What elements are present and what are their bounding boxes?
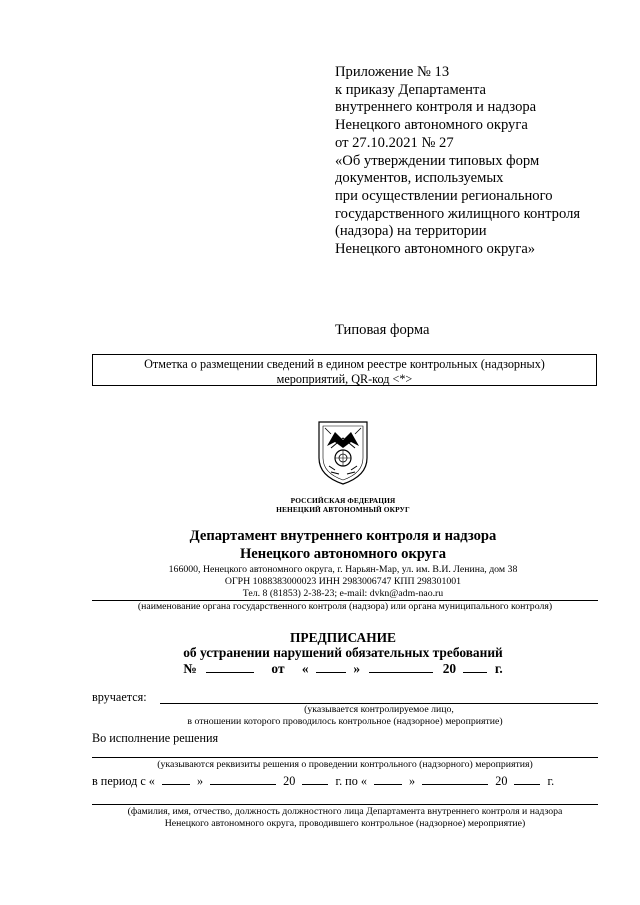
period-end-month-field[interactable] [422,773,488,785]
period-start-day-field[interactable] [162,773,190,785]
number-field[interactable] [206,661,254,673]
official-field[interactable] [92,804,598,805]
registry-note-line1: Отметка о размещении сведений в едином реестре контрольных (надзорных) [144,357,545,371]
department-ids: ОГРН 1088383000023 ИНН 2983006747 КПП 298301001 [224,576,462,587]
open-quote: « [301,661,309,676]
decision-label: Во исполнение решения [92,731,219,745]
department-phone: Тел. 8 (81853) 2-38-23; e-mail: dvkn@adm-nao.ru [242,588,444,599]
registry-note-box [92,354,597,386]
official-caption1: (фамилия, имя, отчество, должность должностного лица Департамента внутреннего контроля и надзора [127,806,563,817]
appendix-line: государственного жилищного контроля [335,205,581,222]
close-quote: » [353,661,361,676]
delivered-caption1: (указывается контролируемое лицо, [304,704,454,715]
official-caption2: Ненецкого автономного округа, проводившего контрольное (надзорное) мероприятие) [164,818,526,829]
appendix-line: при осуществлении регионального [335,187,553,204]
appendix-line: Ненецкого автономного округа» [335,241,536,258]
period-end-year-prefix: 20 [495,774,508,788]
prescription-title: ПРЕДПИСАНИЕ [289,630,396,645]
appendix-line: Приложение № 13 [335,64,450,80]
period-end-day-field[interactable] [374,773,402,785]
decision-caption: (указываются реквизиты решения о проведении контрольного (надзорного) мероприятия) [157,759,533,770]
delivered-label: вручается: [92,690,147,704]
appendix-line: от 27.10.2021 № 27 [335,134,454,151]
appendix-line: внутреннего контроля и надзора [335,99,537,116]
day-field[interactable] [316,661,346,673]
appendix-line: документов, используемых [335,170,504,187]
emblem-country: РОССИЙСКАЯ ФЕДЕРАЦИЯ [290,496,396,505]
period-prefix: в период с « [92,774,155,788]
delivered-caption2: в отношении которого проводилось контрольное (надзорное) мероприятие) [187,716,503,727]
department-name-line2: Ненецкого автономного округа [239,546,447,562]
period-end-year-field[interactable] [514,773,540,785]
year-field[interactable] [463,661,487,673]
department-caption: (наименование органа государственного контроля (надзора) или органа муниципального контроля) [137,601,553,612]
form-type-label: Типовая форма [335,322,430,338]
prescription-subtitle: об устранении нарушений обязательных требований [183,645,503,660]
coat-of-arms-icon [315,418,371,486]
date-from-label: от [271,661,285,676]
appendix-line: к приказу Департамента [335,81,486,98]
year-suffix: г. [494,661,503,676]
period-close-quote: » [196,774,204,788]
appendix-block [335,64,625,259]
number-label: № [183,661,197,676]
prescription-number-line [100,661,586,677]
period-mid: г. по « [335,774,367,788]
appendix-line: Ненецкого автономного округа [335,117,528,134]
registry-note-line2: мероприятий, QR-код <*> [276,372,413,386]
emblem-region: НЕНЕЦКИЙ АВТОНОМНЫЙ ОКРУГ [276,505,410,514]
appendix-line: (надзора) на территории [335,223,487,240]
period-line [92,773,598,789]
period-start-year-field[interactable] [302,773,328,785]
appendix-line: «Об утверждении типовых форм [335,152,540,169]
period-close-quote2: » [409,774,416,788]
period-start-month-field[interactable] [210,773,276,785]
decision-field[interactable] [92,757,598,758]
period-end: г. [547,774,555,788]
year-prefix: 20 [442,661,457,676]
department-address: 166000, Ненецкого автономного округа, г. Нарьян-Мар, ул. им. В.И. Ленина, дом 38 [168,564,518,575]
department-name-line1: Департамент внутреннего контроля и надзора [189,528,497,544]
period-start-year-prefix: 20 [283,774,296,788]
month-field[interactable] [369,661,433,673]
